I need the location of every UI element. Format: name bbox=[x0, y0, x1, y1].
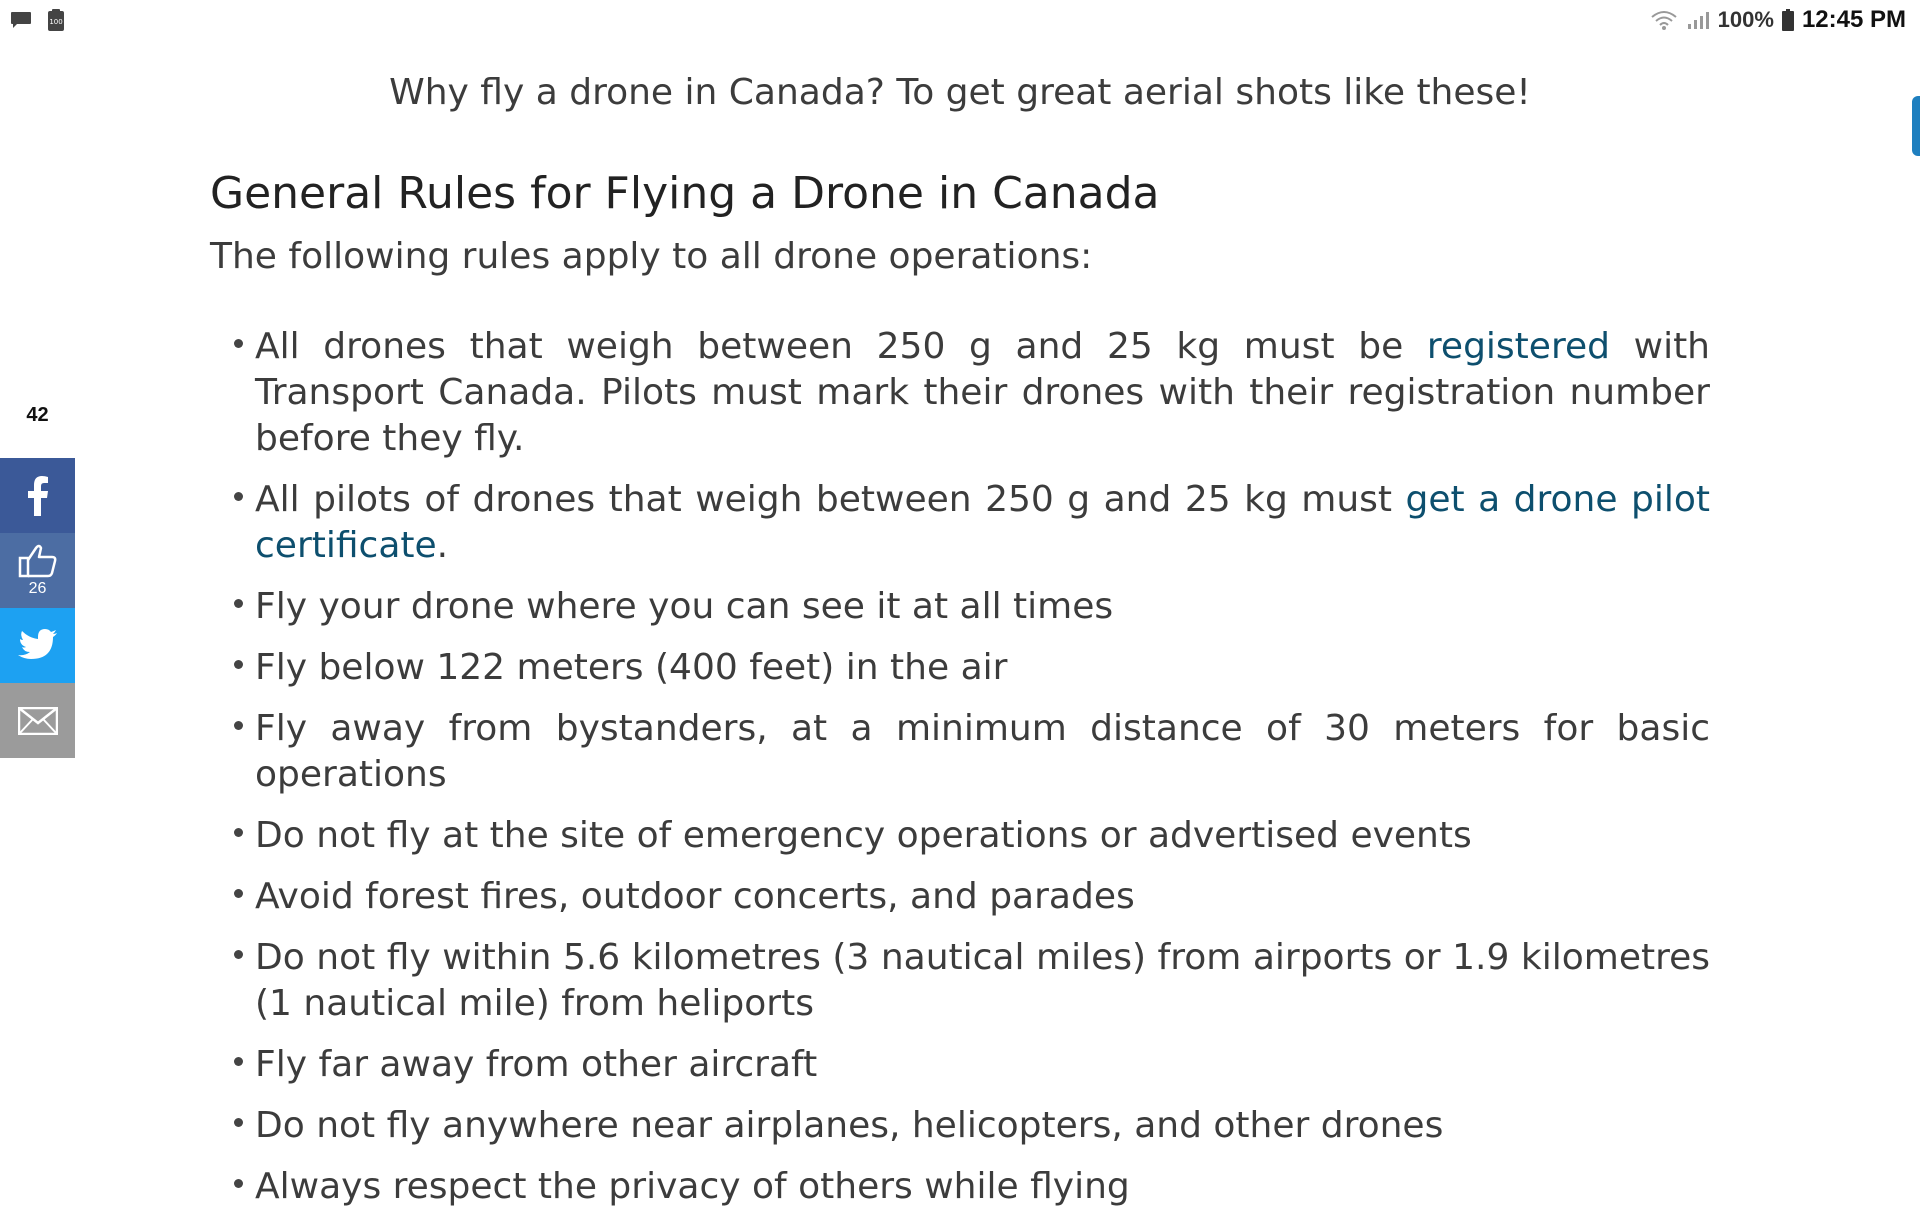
facebook-icon bbox=[27, 476, 49, 516]
clipboard-notification-icon bbox=[46, 8, 66, 32]
share-total-count: 42 bbox=[26, 404, 49, 426]
rule-item bbox=[228, 1103, 1710, 1149]
clock: 12:45 PM bbox=[1801, 6, 1906, 33]
rule-item bbox=[228, 935, 1710, 1027]
message-notification-icon bbox=[10, 11, 32, 29]
status-left bbox=[10, 8, 66, 32]
signal-icon bbox=[1686, 10, 1710, 30]
email-icon bbox=[18, 707, 58, 735]
rule-item bbox=[228, 874, 1710, 920]
rule-text: Do not fly anywhere near airplanes, helicopters, and other drones bbox=[255, 1105, 1444, 1146]
bullet-icon bbox=[234, 889, 243, 898]
share-sidebar bbox=[0, 458, 75, 758]
status-right bbox=[1650, 6, 1906, 34]
bullet-icon bbox=[234, 1057, 243, 1066]
rule-text: Fly below 122 meters (400 feet) in the air bbox=[255, 647, 1008, 688]
wifi-icon bbox=[1650, 9, 1678, 31]
rule-item bbox=[228, 645, 1710, 691]
rule-text: Fly away from bystanders, at a minimum distance of 30 meters for basic operations bbox=[255, 708, 1710, 795]
rule-text: Do not fly within 5.6 kilometres (3 nautical miles) from airports or 1.9 kilometres (1 nautical mile) from heliports bbox=[255, 937, 1710, 1024]
rule-text: Avoid forest fires, outdoor concerts, and parades bbox=[255, 876, 1135, 917]
section-intro: The following rules apply to all drone operations: bbox=[210, 236, 1093, 277]
rule-item bbox=[228, 324, 1710, 462]
bullet-icon bbox=[234, 339, 243, 348]
section-heading: General Rules for Flying a Drone in Canada bbox=[210, 168, 1160, 219]
image-caption: Why fly a drone in Canada? To get great aerial shots like these! bbox=[389, 72, 1531, 113]
notification-badge-text: 100 bbox=[49, 18, 63, 26]
rule-text: . bbox=[436, 525, 449, 566]
pilot-certificate-link[interactable]: get a drone pilot certificate bbox=[255, 479, 1710, 566]
rule-text: with Transport Canada. Pilots must mark their drones with their registration number before they fly. bbox=[255, 326, 1711, 459]
twitter-icon bbox=[18, 629, 58, 663]
status-bar bbox=[0, 0, 1920, 38]
battery-percent: 100% bbox=[1717, 7, 1774, 32]
rules-list bbox=[228, 324, 1710, 1225]
rule-text: All drones that weigh between 250 g and 25 kg must be bbox=[255, 326, 1427, 367]
rule-item bbox=[228, 477, 1710, 569]
like-button[interactable] bbox=[0, 533, 75, 608]
rule-item bbox=[228, 1042, 1710, 1088]
email-share-button[interactable] bbox=[0, 683, 75, 758]
bullet-icon bbox=[234, 721, 243, 730]
battery-icon bbox=[1782, 9, 1794, 31]
bullet-icon bbox=[234, 1118, 243, 1127]
bullet-icon bbox=[234, 660, 243, 669]
bullet-icon bbox=[234, 1179, 243, 1188]
facebook-share-button[interactable] bbox=[0, 458, 75, 533]
rule-item bbox=[228, 584, 1710, 630]
rule-item bbox=[228, 706, 1710, 798]
rule-text: Fly far away from other aircraft bbox=[255, 1044, 818, 1085]
thumbs-up-icon bbox=[18, 544, 58, 578]
bullet-icon bbox=[234, 828, 243, 837]
rule-item bbox=[228, 813, 1710, 859]
bullet-icon bbox=[234, 599, 243, 608]
registered-link[interactable]: registered bbox=[1426, 326, 1610, 367]
twitter-share-button[interactable] bbox=[0, 608, 75, 683]
rule-text: Do not fly at the site of emergency operations or advertised events bbox=[255, 815, 1472, 856]
like-count: 26 bbox=[28, 579, 47, 597]
rule-text: Fly your drone where you can see it at all times bbox=[255, 586, 1114, 627]
rule-text: All pilots of drones that weigh between 250 g and 25 kg must bbox=[255, 479, 1406, 520]
bullet-icon bbox=[234, 492, 243, 501]
rule-text: Always respect the privacy of others while flying bbox=[255, 1166, 1130, 1207]
bullet-icon bbox=[234, 950, 243, 959]
rule-item bbox=[228, 1164, 1710, 1210]
